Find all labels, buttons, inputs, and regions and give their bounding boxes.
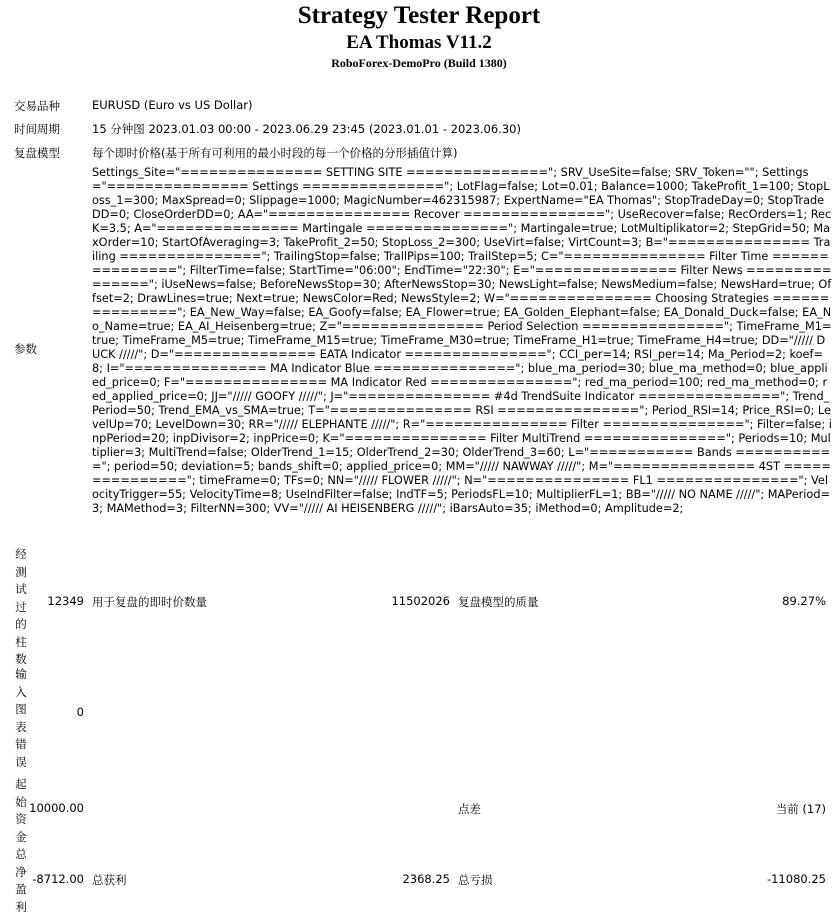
ticks-label: 用于复盘的即时价数量	[92, 595, 207, 609]
net-profit-label: 总净盈利	[15, 847, 27, 914]
errors-value: 0	[76, 705, 84, 719]
bars-value: 12349	[47, 594, 84, 608]
errors-label: 输入图表错误	[15, 667, 27, 769]
period-value: 15 分钟图 2023.01.03 00:00 - 2023.06.29 23:45 (2023.01.01 - 2023.06.30)	[92, 122, 521, 136]
gross-profit-label: 总获利	[92, 873, 127, 887]
deposit-value: 10000.00	[29, 801, 84, 815]
quality-value: 89.27%	[782, 594, 826, 608]
gross-loss-label: 总亏损	[458, 873, 493, 887]
model-label: 复盘模型	[14, 146, 60, 160]
params-label: 参数	[14, 342, 37, 356]
deposit-label: 起始资金	[15, 777, 27, 844]
ea-name: EA Thomas V11.2	[346, 32, 492, 53]
gross-loss-value: -11080.25	[766, 872, 826, 886]
gross-profit-value: 2368.25	[402, 872, 450, 886]
spread-value: 当前 (17)	[775, 802, 826, 816]
period-label: 时间周期	[14, 122, 60, 136]
report-title: Strategy Tester Report	[297, 2, 541, 29]
spread-label: 点差	[458, 802, 481, 816]
quality-label: 复盘模型的质量	[458, 595, 539, 609]
net-profit-value: -8712.00	[32, 872, 84, 886]
params-value: Settings_Site="=============== SETTING SITE ==============="; SRV_UseSite=false; SRV_Token=""; Settings="=============== Settings ==============="; LotFlag=false; Lot=0.01; Balance=1000; TakeProfit_1=100; StopLoss_1=300; MaxSpread=0; Slippage=1000; MagicNumber=462315987; ExpertName="EA Thomas"; StopTradeDay=0; StopTradeDD=0; CloseOrderDD=0; AA="=============== Recover ==============="; UseRecover=false; RecOrders=1; RecK=3.5; A="=============== Martingale ==============="; Martingale=true; LotMultiplikator=2; StepGrid=50; MaxOrder=10; StartOfAveraging=3; TakeProfit_2=50; StopLoss_2=300; UseVirt=false; VirtCount=3; B="=============== Trailing ==============="; TrailingStop=false; TrallPips=100; TrailStep=5; C="=============== Filter Time ==============="; FilterTime=false; StartTime="06:00"; EndTime="22:30"; E="=============== Filter News ==============="; iUseNews=false; BeforeNewsStop=30; AfterNewsStop=30; NewsLight=false; NewsMedium=false; NewsHard=true; Offset=2; DrawLines=true; Next=true; NewsColor=Red; NewsStyle=2; W="=============== Choosing Strategies ==============="; EA_New_Way=false; EA_Goofy=false; EA_Flower=true; EA_Golden_Elephant=false; EA_Donald_Duck=false; EA_No_Name=true; EA_AI_Heisenberg=true; Z="=============== Period Selection ==============="; TimeFrame_M1=true; TimeFrame_M5=true; TimeFrame_M15=true; TimeFrame_M30=true; TimeFrame_H1=true; TimeFrame_H4=true; DD="///// DUCK /////"; D="=============== EATA Indicator ==============="; CCI_per=14; RSI_per=14; Ma_Period=2; koef=8; I="=============== MA Indicator Blue ==============="; blue_ma_period=30; blue_ma_method=0; blue_applied_price=0; F="=============== MA Indicator Red ==============="; red_ma_period=100; red_ma_method=0; red_applied_price=0; JJ="///// GOOFY /////"; J="=============== #4d TrendSuite Indicator ==============="; Trend_Period=50; Trend_EMA_vs_SMA=true; T="=============== RSI ==============="; Period_RSI=14; Price_RSI=0; LevelUp=70; LevelDown=30; RR="///// ELEPHANTE /////"; R="=============== Filter ==============="; Filter=false; inpPeriod=20; inpDivisor=2; inpPrice=0; K="=============== Filter MultiTrend ==============="; Periods=10; Multiplier=3; MultiTrend=false; OlderTrend_1=15; OlderTrend_2=30; OlderTrend_3=60; L="=========== Bands ==========="; period=50; deviation=5; bands_shift=0; applied_price=0; MM="///// NAWWAY /////"; M="=============== 4ST ==============="; timeFrame=0; TFs=0; NN="///// FLOWER /////"; N="=============== FL1 ==============="; VelocityTrigger=55; VelocityTime=8; UseIndFilter=false; IndTF=5; PeriodsFL=10; MultiplierFL=1; BB="///// NO NAME /////"; MAPeriod=3; MAMethod=3; FilterNN=300; VV="///// AI HEISENBERG /////"; iBarsAuto=35; iMethod=0; Amplitude=2;	[92, 166, 832, 515]
ticks-value: 11502026	[391, 594, 450, 608]
symbol-label: 交易品种	[14, 99, 60, 113]
bars-label: 经测试过的柱数	[15, 547, 27, 666]
symbol-value: EURUSD (Euro vs US Dollar)	[92, 98, 253, 112]
model-value: 每个即时价格(基于所有可利用的最小时段的每一个价格的分形插值计算)	[92, 146, 458, 160]
server-name: RoboForex-DemoPro (Build 1380)	[331, 56, 507, 70]
